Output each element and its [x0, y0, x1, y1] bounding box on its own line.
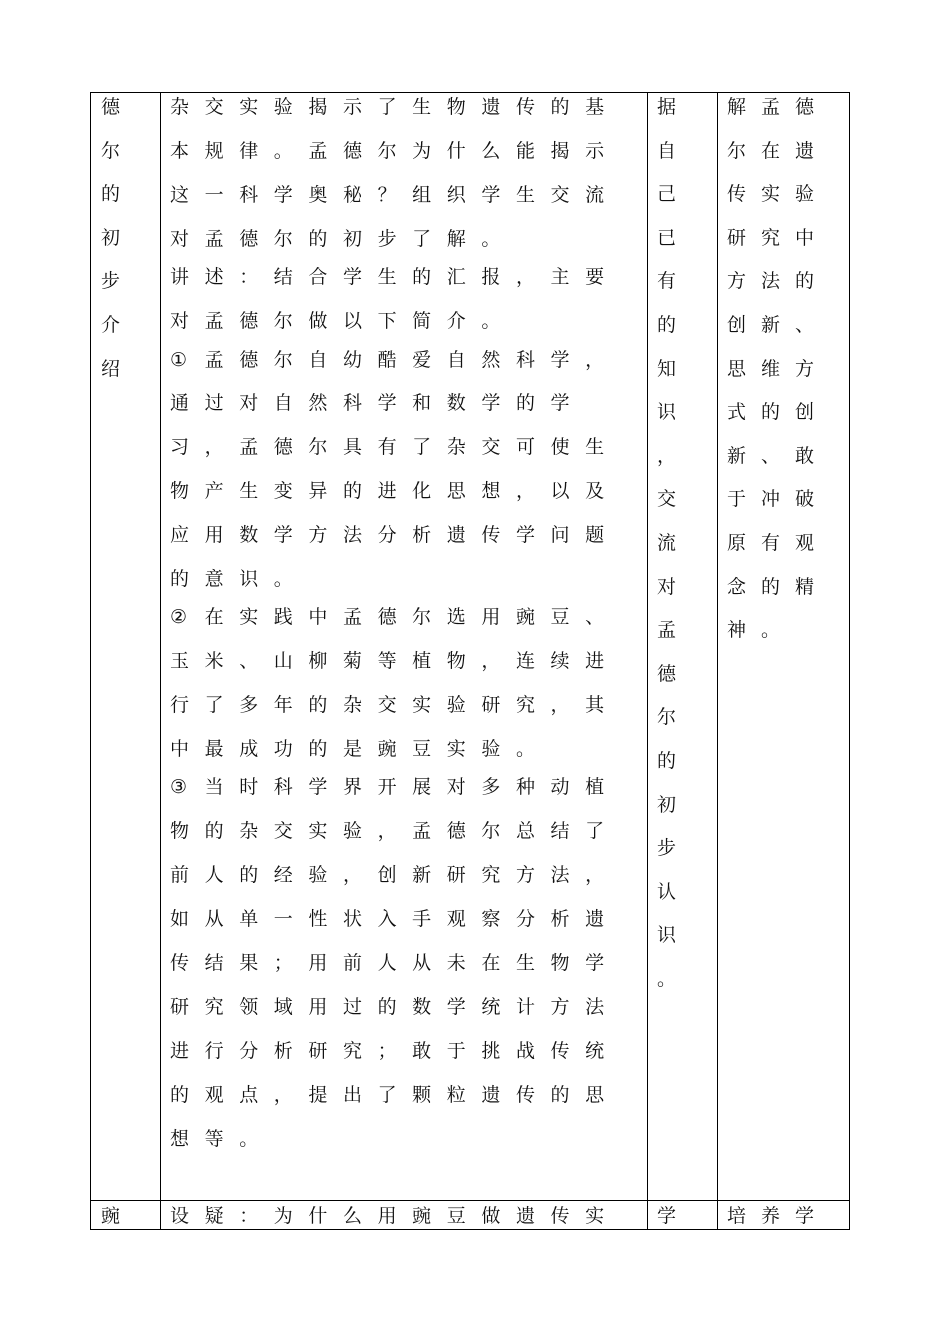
teaching-content-line: 中 最 成 功 的 是 豌 豆 实 验 。 [170, 738, 535, 760]
teaching-content-line: 如 从 单 一 性 状 入 手 观 察 分 析 遗 [170, 908, 605, 930]
row2-teaching-line: 设 疑 ： 为 什 么 用 豌 豆 做 遗 传 实 [170, 1205, 605, 1227]
teaching-content-line: 对 孟 德 尔 做 以 下 简 介 。 [170, 310, 501, 332]
teaching-content-line: 物 产 生 变 异 的 进 化 思 想 ， 以 及 [170, 480, 605, 502]
student-activity-char: 认 [657, 880, 677, 903]
student-activity-char: 识 [657, 401, 677, 424]
student-activity-char: 自 [657, 139, 677, 162]
teaching-content-line: 行 了 多 年 的 杂 交 实 验 研 究 ， 其 [170, 694, 605, 716]
student-activity-char: 。 [657, 967, 677, 990]
design-intent-line: 原 有 观 [727, 532, 815, 554]
teaching-content-line: ② 在 实 践 中 孟 德 尔 选 用 豌 豆 、 [170, 606, 605, 628]
teaching-content-line: 前 人 的 经 验 ， 创 新 研 究 方 法 ， [170, 864, 605, 886]
student-activity-char: 己 [657, 183, 677, 206]
table-border-left [90, 92, 91, 1230]
teaching-content-line: 进 行 分 析 研 究 ； 敢 于 挑 战 传 统 [170, 1040, 605, 1062]
teaching-content-line: 应 用 数 学 方 法 分 析 遗 传 学 问 题 [170, 524, 605, 546]
student-activity-char: 知 [657, 357, 677, 380]
teaching-content-line: 玉 米 、 山 柳 菊 等 植 物 ， 连 续 进 [170, 650, 605, 672]
design-intent-line: 尔 在 遗 [727, 139, 815, 162]
design-intent-line: 传 实 验 [727, 183, 815, 206]
teaching-content-line: 对 孟 德 尔 的 初 步 了 解 。 [170, 228, 501, 250]
table-divider-3 [717, 92, 718, 1230]
student-activity-char: 有 [657, 270, 677, 293]
row2-col1: 豌 [101, 1205, 121, 1227]
student-activity-char: 据 [657, 96, 677, 118]
row2-intent-line: 培 养 学 [727, 1205, 815, 1227]
student-activity-char: 尔 [657, 706, 677, 729]
design-intent-line: 念 的 精 [727, 575, 815, 598]
student-activity-char: 德 [657, 662, 677, 685]
student-activity-char: 流 [657, 531, 677, 554]
section-title-cell [101, 93, 141, 398]
section-title-char: 介 [101, 313, 121, 336]
section-title-char: 的 [101, 183, 121, 206]
student-activity-char: 识 [657, 924, 677, 947]
design-intent-line: 创 新 、 [727, 314, 815, 336]
student-activity-char: ， [657, 444, 677, 467]
teaching-content-line: ① 孟 德 尔 自 幼 酷 爱 自 然 科 学 ， [170, 349, 605, 371]
lesson-table [90, 92, 850, 1230]
student-activity-cell [657, 93, 697, 1008]
design-intent-line: 新 、 敢 [727, 444, 815, 467]
design-intent-line: 神 。 [727, 619, 781, 642]
teaching-content-line: 通 过 对 自 然 科 学 和 数 学 的 学 [170, 392, 570, 414]
teaching-content-line: 杂 交 实 验 揭 示 了 生 物 遗 传 的 基 [170, 96, 605, 118]
teaching-content-line: 这 一 科 学 奥 秘 ？ 组 织 学 生 交 流 [170, 184, 605, 206]
design-intent-line: 解 孟 德 [727, 96, 815, 118]
teaching-content-line: ③ 当 时 科 学 界 开 展 对 多 种 动 植 [170, 776, 605, 798]
row2-col3: 学 [657, 1205, 677, 1227]
teaching-content-line: 本 规 律 。 孟 德 尔 为 什 么 能 揭 示 [170, 140, 605, 162]
table-divider-2 [647, 92, 648, 1230]
section-title-char: 尔 [101, 139, 121, 162]
section-title-char: 绍 [101, 357, 121, 380]
student-activity-char: 已 [657, 226, 677, 249]
design-intent-line: 式 的 创 [727, 401, 815, 424]
teaching-content-line: 的 意 识 。 [170, 568, 293, 590]
section-title-char: 德 [101, 96, 121, 118]
section-title-char: 初 [101, 226, 121, 249]
student-activity-char: 的 [657, 313, 677, 336]
teaching-content-line: 物 的 杂 交 实 验 ， 孟 德 尔 总 结 了 [170, 820, 605, 842]
teaching-content-line: 习 ， 孟 德 尔 具 有 了 杂 交 可 使 生 [170, 436, 605, 458]
teaching-content-line: 传 结 果 ； 用 前 人 从 未 在 生 物 学 [170, 952, 605, 974]
teaching-content-line: 的 观 点 ， 提 出 了 颗 粒 遗 传 的 思 [170, 1084, 605, 1106]
teaching-content-line: 研 究 领 域 用 过 的 数 学 统 计 方 法 [170, 996, 605, 1018]
student-activity-char: 初 [657, 793, 677, 816]
design-intent-line: 研 究 中 [727, 226, 815, 249]
design-intent-line: 思 维 方 [727, 357, 815, 380]
table-row-divider [90, 1200, 850, 1201]
student-activity-char: 的 [657, 749, 677, 772]
teaching-content-line: 讲 述 ： 结 合 学 生 的 汇 报 ， 主 要 [170, 266, 605, 288]
student-activity-char: 对 [657, 575, 677, 598]
table-border-right [849, 92, 850, 1230]
student-activity-char: 交 [657, 488, 677, 511]
design-intent-line: 于 冲 破 [727, 488, 815, 511]
student-activity-char: 步 [657, 837, 677, 860]
table-divider-1 [160, 92, 161, 1230]
teaching-content-line: 想 等 。 [170, 1128, 259, 1150]
section-title-char: 步 [101, 270, 121, 293]
design-intent-line: 方 法 的 [727, 270, 815, 293]
student-activity-char: 孟 [657, 619, 677, 642]
